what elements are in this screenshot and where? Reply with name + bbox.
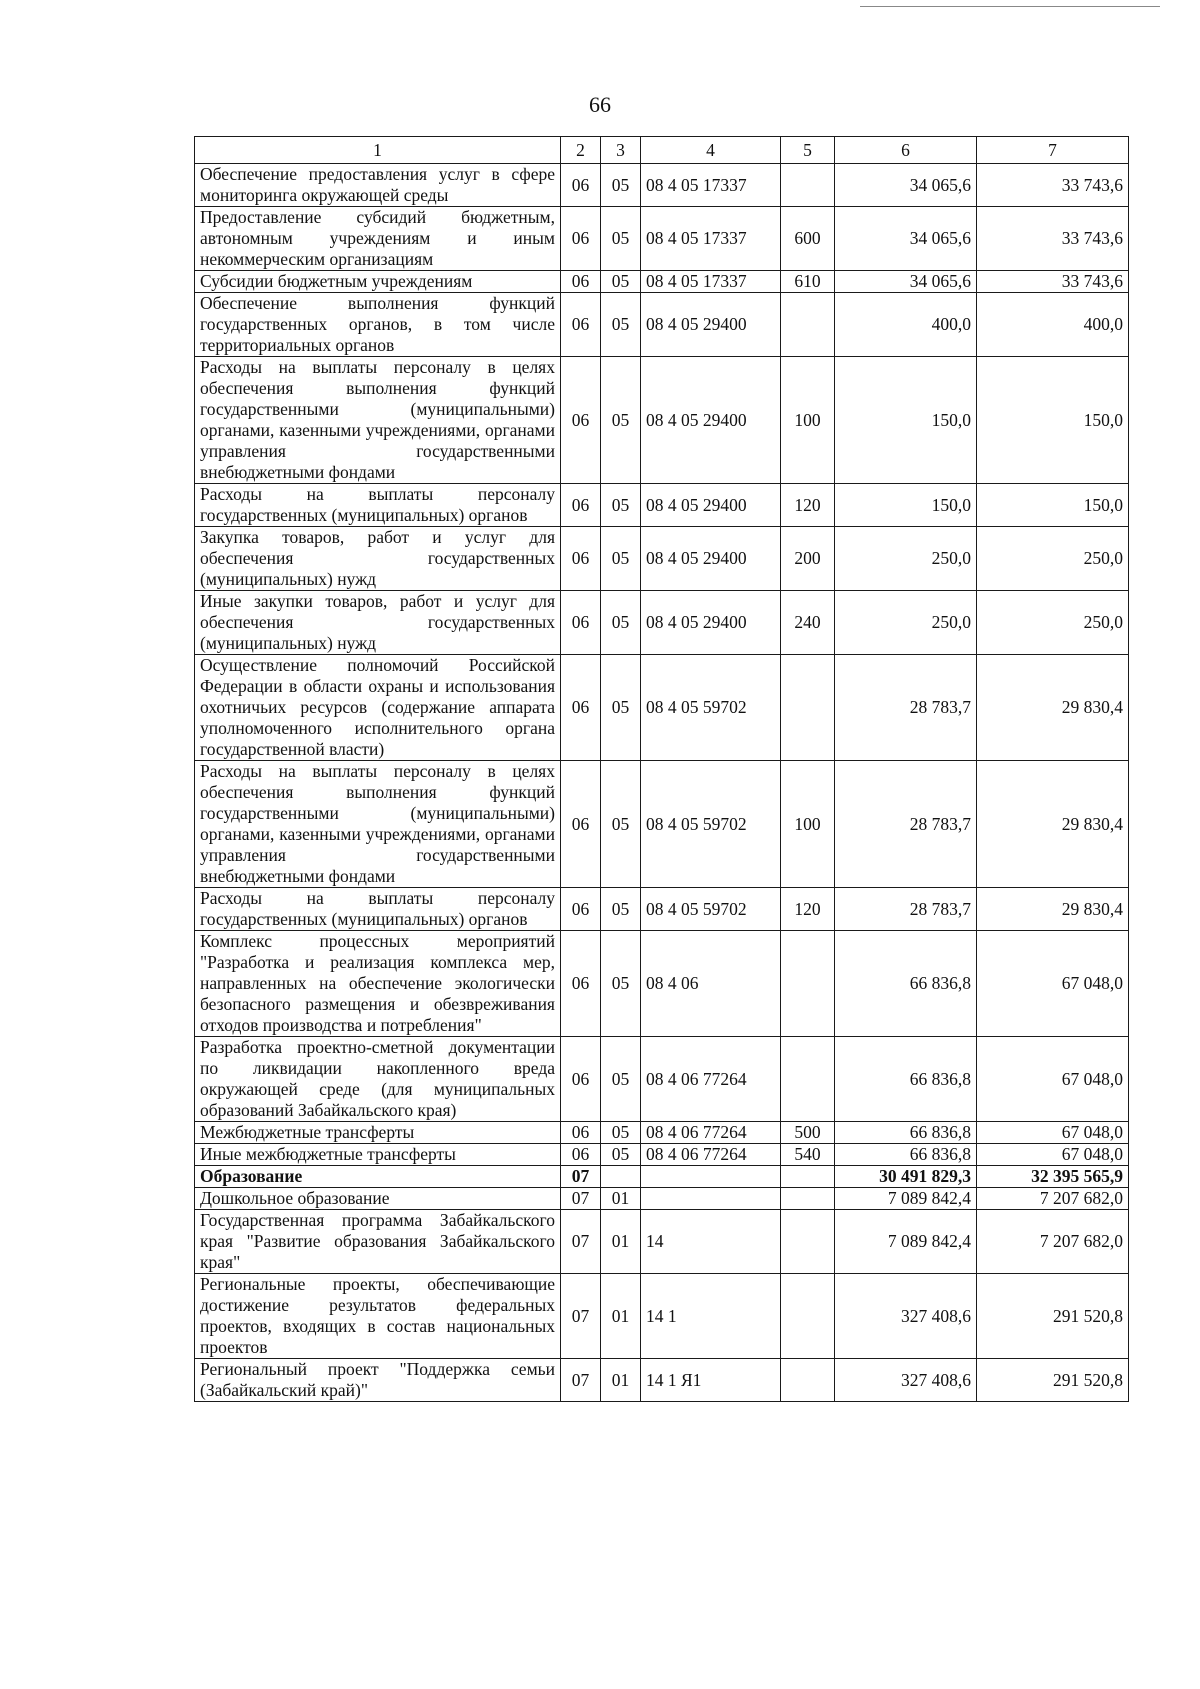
table-row: [195, 761, 1129, 888]
row-section-cell: 06: [561, 655, 601, 761]
row-amount-1-cell: 66 836,8: [835, 1037, 977, 1122]
row-target-article-cell: 08 4 05 17337: [641, 271, 781, 293]
header-cell-3: 3: [601, 137, 641, 164]
row-amount-2-cell: 150,0: [977, 357, 1129, 484]
row-target-article-cell: 14 1 Я1: [641, 1359, 781, 1402]
table-row: [195, 1359, 1129, 1402]
row-amount-2-cell: 29 830,4: [977, 655, 1129, 761]
row-name-cell: Иные закупки товаров, работ и услуг для обеспечения государственных (муниципальных) нужд: [195, 591, 561, 655]
row-subsection-cell: [601, 1166, 641, 1188]
row-section-cell: 06: [561, 931, 601, 1037]
row-amount-1-cell: 327 408,6: [835, 1274, 977, 1359]
row-amount-1-cell: 400,0: [835, 293, 977, 357]
row-amount-2-cell: 33 743,6: [977, 271, 1129, 293]
row-expense-type-cell: [781, 655, 835, 761]
row-target-article-cell: 08 4 05 29400: [641, 527, 781, 591]
row-subsection-cell: 01: [601, 1359, 641, 1402]
row-subsection-cell: 05: [601, 888, 641, 931]
table-row: [195, 931, 1129, 1037]
table-header-row: [195, 137, 1129, 164]
row-amount-2-cell: 33 743,6: [977, 164, 1129, 207]
row-name-cell: Субсидии бюджетным учреждениям: [195, 271, 561, 293]
row-amount-1-cell: 250,0: [835, 591, 977, 655]
row-target-article-cell: 14 1: [641, 1274, 781, 1359]
row-amount-1-cell: 150,0: [835, 357, 977, 484]
row-section-cell: 06: [561, 888, 601, 931]
row-name-cell: Государственная программа Забайкальского края "Развитие образования Забайкальского края": [195, 1210, 561, 1274]
row-expense-type-cell: [781, 1359, 835, 1402]
row-name-cell: Образование: [195, 1166, 561, 1188]
row-section-cell: 07: [561, 1359, 601, 1402]
row-expense-type-cell: 100: [781, 357, 835, 484]
row-target-article-cell: 08 4 05 59702: [641, 888, 781, 931]
row-section-cell: 06: [561, 357, 601, 484]
row-subsection-cell: 05: [601, 164, 641, 207]
row-expense-type-cell: [781, 1037, 835, 1122]
header-cell-4: 4: [641, 137, 781, 164]
row-name-cell: Дошкольное образование: [195, 1188, 561, 1210]
row-section-cell: 06: [561, 761, 601, 888]
row-name-cell: Разработка проектно-сметной документации по ликвидации накопленного вреда окружающей среде (для муниципальных образований Забайкальского края): [195, 1037, 561, 1122]
row-expense-type-cell: [781, 931, 835, 1037]
row-expense-type-cell: [781, 164, 835, 207]
row-name-cell: Обеспечение выполнения функций государственных органов, в том числе территориальных органов: [195, 293, 561, 357]
header-cell-2: 2: [561, 137, 601, 164]
row-target-article-cell: 08 4 06: [641, 931, 781, 1037]
row-section-cell: 06: [561, 1144, 601, 1166]
row-amount-2-cell: 32 395 565,9: [977, 1166, 1129, 1188]
row-subsection-cell: 05: [601, 761, 641, 888]
row-subsection-cell: 05: [601, 293, 641, 357]
row-expense-type-cell: 500: [781, 1122, 835, 1144]
row-amount-2-cell: 291 520,8: [977, 1359, 1129, 1402]
row-section-cell: 06: [561, 484, 601, 527]
row-subsection-cell: 05: [601, 207, 641, 271]
row-expense-type-cell: 540: [781, 1144, 835, 1166]
table-row: [195, 207, 1129, 271]
table-row: [195, 1274, 1129, 1359]
row-expense-type-cell: [781, 293, 835, 357]
row-name-cell: Региональный проект "Поддержка семьи (Забайкальский край)": [195, 1359, 561, 1402]
row-expense-type-cell: [781, 1274, 835, 1359]
row-amount-1-cell: 28 783,7: [835, 655, 977, 761]
header-cell-7: 7: [977, 137, 1129, 164]
row-section-cell: 06: [561, 1037, 601, 1122]
table-row: [195, 1144, 1129, 1166]
row-section-cell: 06: [561, 1122, 601, 1144]
row-target-article-cell: 08 4 05 17337: [641, 164, 781, 207]
budget-table: [194, 136, 1129, 1402]
row-subsection-cell: 05: [601, 1144, 641, 1166]
row-amount-2-cell: 67 048,0: [977, 1122, 1129, 1144]
row-name-cell: Осуществление полномочий Российской Федерации в области охраны и использования охотничьих ресурсов (содержание аппарата уполномоченного исполнительного органа государственной власти): [195, 655, 561, 761]
row-target-article-cell: 08 4 05 17337: [641, 207, 781, 271]
row-target-article-cell: 14: [641, 1210, 781, 1274]
row-expense-type-cell: 610: [781, 271, 835, 293]
row-amount-1-cell: 34 065,6: [835, 271, 977, 293]
table-row: [195, 1210, 1129, 1274]
row-amount-2-cell: 67 048,0: [977, 1144, 1129, 1166]
table-row: [195, 357, 1129, 484]
row-amount-2-cell: 400,0: [977, 293, 1129, 357]
row-expense-type-cell: 200: [781, 527, 835, 591]
row-name-cell: Расходы на выплаты персоналу в целях обеспечения выполнения функций государственными (муниципальными) органами, казенными учреждениями, органами управления государственными внебюджетными фондами: [195, 761, 561, 888]
row-name-cell: Расходы на выплаты персоналу государственных (муниципальных) органов: [195, 888, 561, 931]
row-section-cell: 07: [561, 1166, 601, 1188]
row-target-article-cell: 08 4 05 29400: [641, 591, 781, 655]
row-expense-type-cell: [781, 1166, 835, 1188]
row-amount-1-cell: 66 836,8: [835, 1122, 977, 1144]
row-amount-2-cell: 29 830,4: [977, 888, 1129, 931]
row-expense-type-cell: 100: [781, 761, 835, 888]
row-name-cell: Комплекс процессных мероприятий "Разработка и реализация комплекса мер, направленных на обеспечение экологически безопасного размещения и обезвреживания отходов производства и потребления": [195, 931, 561, 1037]
row-amount-2-cell: 29 830,4: [977, 761, 1129, 888]
row-amount-1-cell: 150,0: [835, 484, 977, 527]
row-amount-2-cell: 7 207 682,0: [977, 1188, 1129, 1210]
row-expense-type-cell: [781, 1188, 835, 1210]
row-target-article-cell: 08 4 05 59702: [641, 761, 781, 888]
row-section-cell: 06: [561, 271, 601, 293]
row-target-article-cell: 08 4 06 77264: [641, 1037, 781, 1122]
row-section-cell: 06: [561, 527, 601, 591]
row-name-cell: Региональные проекты, обеспечивающие достижение результатов федеральных проектов, входящих в состав национальных проектов: [195, 1274, 561, 1359]
row-amount-2-cell: 291 520,8: [977, 1274, 1129, 1359]
table-row: [195, 1122, 1129, 1144]
row-subsection-cell: 05: [601, 591, 641, 655]
row-section-cell: 06: [561, 591, 601, 655]
row-amount-2-cell: 7 207 682,0: [977, 1210, 1129, 1274]
row-name-cell: Обеспечение предоставления услуг в сфере мониторинга окружающей среды: [195, 164, 561, 207]
table-row: [195, 655, 1129, 761]
table-row: [195, 1037, 1129, 1122]
table-row: [195, 1166, 1129, 1188]
table-row: [195, 527, 1129, 591]
row-amount-1-cell: 28 783,7: [835, 888, 977, 931]
row-name-cell: Иные межбюджетные трансферты: [195, 1144, 561, 1166]
row-amount-2-cell: 33 743,6: [977, 207, 1129, 271]
row-name-cell: Закупка товаров, работ и услуг для обеспечения государственных (муниципальных) нужд: [195, 527, 561, 591]
table-row: [195, 1188, 1129, 1210]
row-amount-1-cell: 34 065,6: [835, 207, 977, 271]
row-expense-type-cell: 600: [781, 207, 835, 271]
row-amount-2-cell: 67 048,0: [977, 931, 1129, 1037]
row-amount-2-cell: 150,0: [977, 484, 1129, 527]
row-name-cell: Предоставление субсидий бюджетным, автономным учреждениям и иным некоммерческим организациям: [195, 207, 561, 271]
row-subsection-cell: 05: [601, 1037, 641, 1122]
row-name-cell: Расходы на выплаты персоналу государственных (муниципальных) органов: [195, 484, 561, 527]
row-target-article-cell: 08 4 05 29400: [641, 293, 781, 357]
table-row: [195, 271, 1129, 293]
table-row: [195, 888, 1129, 931]
row-amount-1-cell: 250,0: [835, 527, 977, 591]
row-subsection-cell: 05: [601, 357, 641, 484]
row-target-article-cell: [641, 1188, 781, 1210]
row-name-cell: Расходы на выплаты персоналу в целях обеспечения выполнения функций государственными (муниципальными) органами, казенными учреждениями, органами управления государственными внебюджетными фондами: [195, 357, 561, 484]
row-amount-2-cell: 67 048,0: [977, 1037, 1129, 1122]
row-subsection-cell: 05: [601, 655, 641, 761]
row-amount-2-cell: 250,0: [977, 591, 1129, 655]
header-cell-6: 6: [835, 137, 977, 164]
row-target-article-cell: 08 4 05 29400: [641, 484, 781, 527]
row-target-article-cell: 08 4 05 59702: [641, 655, 781, 761]
row-section-cell: 07: [561, 1188, 601, 1210]
row-expense-type-cell: 120: [781, 484, 835, 527]
row-name-cell: Межбюджетные трансферты: [195, 1122, 561, 1144]
row-expense-type-cell: 240: [781, 591, 835, 655]
row-amount-1-cell: 7 089 842,4: [835, 1210, 977, 1274]
row-target-article-cell: [641, 1166, 781, 1188]
row-subsection-cell: 05: [601, 527, 641, 591]
row-subsection-cell: 05: [601, 484, 641, 527]
table-row: [195, 591, 1129, 655]
row-section-cell: 06: [561, 164, 601, 207]
table-row: [195, 484, 1129, 527]
row-amount-1-cell: 7 089 842,4: [835, 1188, 977, 1210]
row-target-article-cell: 08 4 05 29400: [641, 357, 781, 484]
row-section-cell: 06: [561, 207, 601, 271]
header-cell-5: 5: [781, 137, 835, 164]
row-subsection-cell: 05: [601, 1122, 641, 1144]
row-subsection-cell: 01: [601, 1188, 641, 1210]
row-subsection-cell: 01: [601, 1274, 641, 1359]
row-amount-1-cell: 66 836,8: [835, 1144, 977, 1166]
row-expense-type-cell: 120: [781, 888, 835, 931]
row-target-article-cell: 08 4 06 77264: [641, 1122, 781, 1144]
row-subsection-cell: 05: [601, 931, 641, 1037]
row-amount-1-cell: 28 783,7: [835, 761, 977, 888]
row-target-article-cell: 08 4 06 77264: [641, 1144, 781, 1166]
row-amount-1-cell: 327 408,6: [835, 1359, 977, 1402]
row-section-cell: 06: [561, 293, 601, 357]
row-amount-1-cell: 66 836,8: [835, 931, 977, 1037]
table-row: [195, 293, 1129, 357]
row-subsection-cell: 05: [601, 271, 641, 293]
page-number: 66: [589, 92, 611, 117]
row-amount-2-cell: 250,0: [977, 527, 1129, 591]
scan-top-rule: [860, 6, 1160, 7]
row-section-cell: 07: [561, 1210, 601, 1274]
row-amount-1-cell: 34 065,6: [835, 164, 977, 207]
row-section-cell: 07: [561, 1274, 601, 1359]
row-subsection-cell: 01: [601, 1210, 641, 1274]
row-expense-type-cell: [781, 1210, 835, 1274]
table-row: [195, 164, 1129, 207]
row-amount-1-cell: 30 491 829,3: [835, 1166, 977, 1188]
header-cell-1: 1: [195, 137, 561, 164]
